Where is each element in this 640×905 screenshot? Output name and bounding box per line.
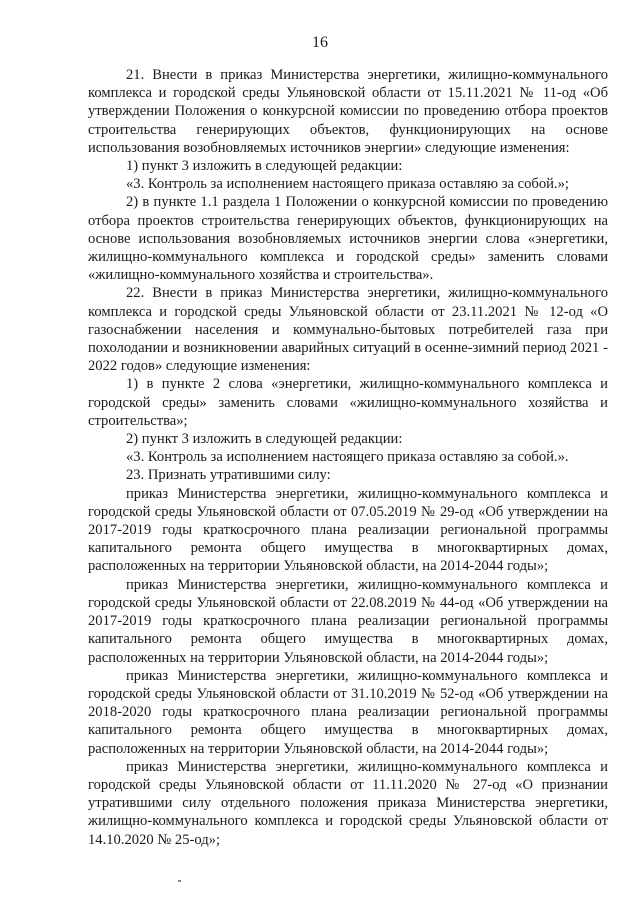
paragraph-item-22: 22. Внести в приказ Министерства энергетики, жилищно-коммунального комплекса и городской среды Ульяновской области от 23.11.2021 № 12-од «О газоснабжении населения и коммунально-бытовых потребителей газа при похолодании и возникновении аварийных ситуаций в осенне-зимний период 2021 - 2022 годов» следующие изменения: bbox=[88, 285, 608, 375]
paragraph-subitem: 2) в пункте 1.1 раздела 1 Положении о конкурсной комиссии по проведению отбора проектов строительства генерирующих объектов, функционирующих на основе использования возобновляемых источников энергии слова «энергетики, жилищно-коммунального комплекса и городской среды» заменить словами «жилищно-коммунального хозяйства и строительства». bbox=[88, 194, 608, 284]
page-number: 16 bbox=[312, 34, 328, 51]
paragraph-subitem: 2) пункт 3 изложить в следующей редакции: bbox=[126, 431, 403, 448]
paragraph-subitem: 1) в пункте 2 слова «энергетики, жилищно-коммунального комплекса и городской среды» заменить словами «жилищно-коммунального хозяйства и строительства»; bbox=[88, 376, 608, 429]
paragraph-item-21: 21. Внести в приказ Министерства энергетики, жилищно-коммунального комплекса и городской среды Ульяновской области от 15.11.2021 № 11-од «Об утверждении Положения о конкурсной комиссии по проведению отбора проектов строительства генерирующих объектов, функционирующих на основе использования возобновляемых источников энергии» следующие изменения: bbox=[88, 67, 608, 156]
paragraph-order: приказ Министерства энергетики, жилищно-коммунального комплекса и городской среды Ульяновской области от 07.05.2019 № 29-од «Об утверждении на 2017-2019 годы краткосрочного плана реализации региональной программы капитального ремонта общего имущества в многоквартирных домах, расположенных на территории Ульяновской области, на 2014-2044 годы»; bbox=[88, 485, 608, 575]
paragraph-quote: «3. Контроль за исполнением настоящего приказа оставляю за собой.»; bbox=[126, 176, 569, 193]
paragraph-order: приказ Министерства энергетики, жилищно-коммунального комплекса и городской среды Ульяновской области от 22.08.2019 № 44-од «Об утверждении на 2017-2019 годы краткосрочного плана реализации региональной программы капитального ремонта общего имущества в многоквартирных домах, расположенных на территории Ульяновской области, на 2014-2044 годы»; bbox=[88, 576, 608, 666]
paragraph-item-23: 23. Признать утратившими силу: bbox=[126, 467, 331, 484]
paragraph-order: приказ Министерства энергетики, жилищно-коммунального комплекса и городской среды Ульяновской области от 11.11.2020 № 27-од «О признании утратившими силу отдельного положения приказа Министерства энергетики, жилищно-коммунального комплекса и городской среды Ульяновской области от 14.10.2020 № 25-од»; bbox=[88, 758, 608, 848]
document-body bbox=[88, 66, 608, 849]
paragraph-subitem: 1) пункт 3 изложить в следующей редакции: bbox=[126, 158, 403, 175]
paragraph-quote: «3. Контроль за исполнением настоящего приказа оставляю за собой.». bbox=[126, 449, 569, 466]
scan-speck bbox=[178, 880, 181, 882]
paragraph-order: приказ Министерства энергетики, жилищно-коммунального комплекса и городской среды Ульяновской области от 31.10.2019 № 52-од «Об утверждении на 2018-2020 годы краткосрочного плана реализации региональной программы капитального ремонта общего имущества в многоквартирных домах, расположенных на территории Ульяновской области, на 2014-2044 годы»; bbox=[88, 667, 608, 757]
